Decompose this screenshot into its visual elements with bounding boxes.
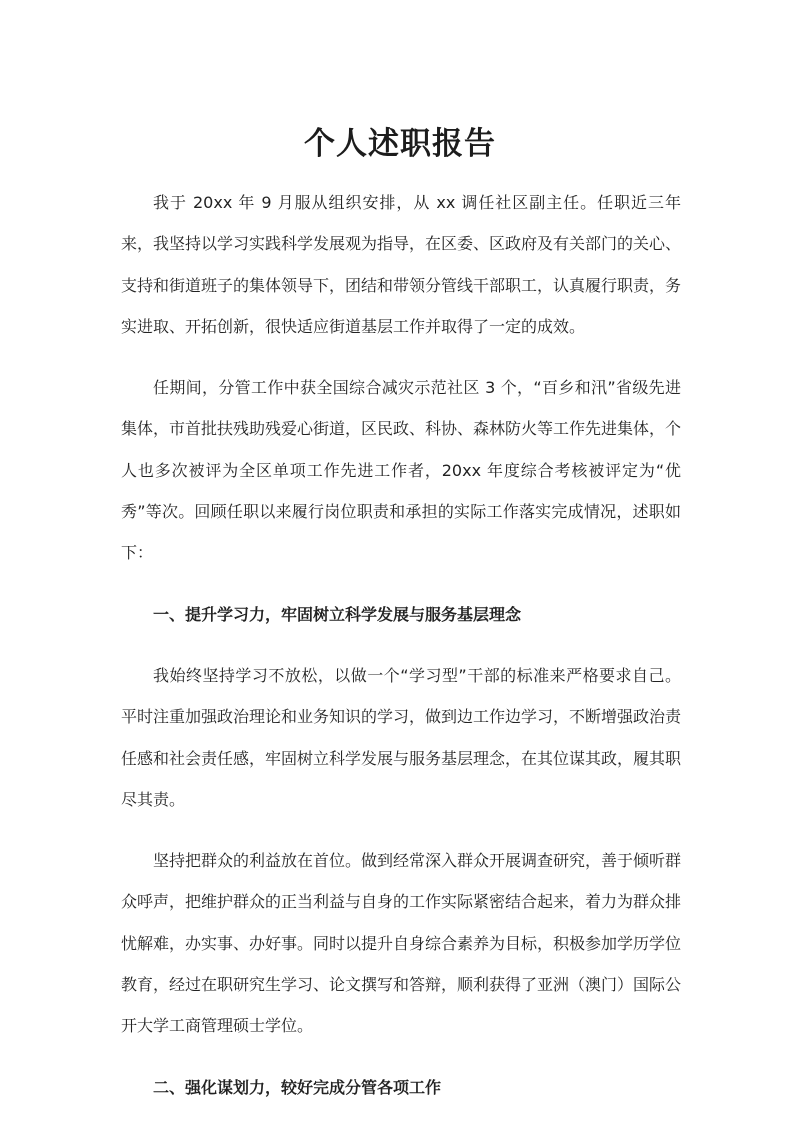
document-body: [121, 182, 681, 1128]
intro-paragraph-1: 我于 20xx 年 9 月服从组织安排，从 xx 调任社区副主任。任职近三年来，我坚持以学习实践科学发展观为指导，在区委、区政府及有关部门的关心、支持和街道班子的集体领导下，团结和带领分管线干部职工，认真履行职责，务实进取、开拓创新，很快适应街道基层工作并取得了一定的成效。: [121, 193, 682, 336]
section-2-heading: 二、强化谋划力，较好完成分管各项工作: [153, 1077, 442, 1097]
section-1-heading: 一、提升学习力，牢固树立科学发展与服务基层理念: [153, 604, 522, 624]
section-1-paragraph-2: 坚持把群众的利益放在首位。做到经常深入群众开展调查研究，善于倾听群众呼声，把维护群众的正当利益与自身的工作实际紧密结合起来，着力为群众排忧解难，办实事、办好事。同时以提升自身综合素养为目标，积极参加学历学位教育，经过在职研究生学习、论文撰写和答辩，顺利获得了亚洲（澳门）国际公开大学工商管理硕士学位。: [121, 851, 682, 1036]
section-1-paragraph-1: 我始终坚持学习不放松，以做一个“学习型”干部的标准来严格要求自己。平时注重加强政治理论和业务知识的学习，做到边工作边学习，不断增强政治责任感和社会责任感，牢固树立科学发展与服务基层理念，在其位谋其政，履其职尽其责。: [121, 665, 682, 809]
intro-paragraph-2: 任期间，分管工作中获全国综合减灾示范社区 3 个，“百乡和汛”省级先进集体，市首批扶残助残爱心街道，区民政、科协、森林防火等工作先进集体，个人也多次被评为全区单项工作先进工作者，20xx 年度综合考核被评定为“优秀”等次。回顾任职以来履行岗位职责和承担的实际工作落实完成情况，述职如下：: [121, 378, 682, 563]
document-title: 个人述职报告: [304, 126, 496, 162]
